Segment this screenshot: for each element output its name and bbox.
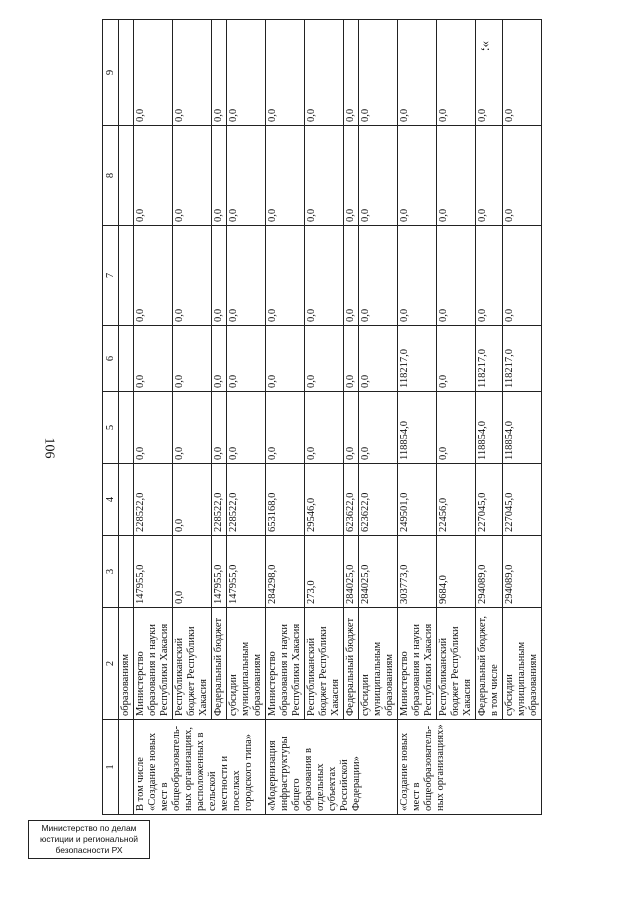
source-cell: Министерство образования и науки Республики Хакасия [134, 608, 173, 720]
value-cell: 0,0 [359, 126, 398, 226]
value-cell: 0,0 [266, 392, 305, 464]
value-cell: 0,0 [344, 126, 359, 226]
value-cell: 0,0 [173, 392, 212, 464]
header-cell: 5 [103, 392, 119, 464]
table-cell [119, 536, 134, 608]
activity-name-cell: В том числе «Создание новых мест в общеобразователь-ных организациях, расположенных в сельской местности и поселках городского типа» [134, 720, 266, 815]
table-row [476, 20, 503, 815]
table-cell [119, 20, 134, 126]
value-cell: 22456,0 [437, 464, 476, 536]
header-cell: 4 [103, 464, 119, 536]
value-cell: 0,0 [344, 226, 359, 326]
source-cell: Республиканский бюджет Республики Хакасия [305, 608, 344, 720]
ministry-stamp [28, 820, 150, 859]
value-cell: 0,0 [437, 392, 476, 464]
page-number: 106 [41, 437, 57, 459]
value-cell: 0,0 [227, 20, 266, 126]
source-cell: Республиканский бюджет Республики Хакасия [173, 608, 212, 720]
value-cell: 0,0 [227, 326, 266, 392]
value-cell: 0,0 [134, 126, 173, 226]
source-cell: субсидии муниципальным образованиям [359, 608, 398, 720]
value-cell: 147955,0 [134, 536, 173, 608]
value-cell: 0,0 [134, 20, 173, 126]
source-cell: Федеральный бюджет [212, 608, 227, 720]
table-row [173, 20, 212, 815]
budget-table-rotated [102, 20, 539, 815]
header-cell: 8 [103, 126, 119, 226]
value-cell: 0,0 [503, 20, 542, 126]
value-cell: 0,0 [476, 126, 503, 226]
table-cell [119, 226, 134, 326]
value-cell: 0,0 [344, 392, 359, 464]
value-cell: 0,0 [398, 126, 437, 226]
value-cell: 227045,0 [476, 464, 503, 536]
source-cell: субсидии муниципальным образованиям [503, 608, 542, 720]
header-cell: 6 [103, 326, 119, 392]
source-cell: Министерство образования и науки Республики Хакасия [398, 608, 437, 720]
stamp-line-3: безопасности РХ [55, 845, 123, 855]
stamp-line-2: юстиции и региональной [39, 834, 139, 844]
value-cell: 0,0 [227, 226, 266, 326]
value-cell: 118217,0 [398, 326, 437, 392]
source-cell: Федеральный бюджет [344, 608, 359, 720]
value-cell: 0,0 [266, 126, 305, 226]
value-cell: 0,0 [266, 226, 305, 326]
source-cell: Министерство образования и науки Республики Хакасия [266, 608, 305, 720]
table-cell [119, 720, 134, 815]
stamp-line-1: Министерство по делам [41, 823, 137, 833]
value-cell: 0,0 [227, 392, 266, 464]
value-cell: 294089,0 [503, 536, 542, 608]
value-cell: 0,0 [476, 20, 503, 126]
table-row [134, 20, 173, 815]
value-cell: 0,0 [212, 226, 227, 326]
value-cell: 0,0 [437, 126, 476, 226]
table-row [212, 20, 227, 815]
table-cell: образованиям [119, 608, 134, 720]
value-cell: 147955,0 [227, 536, 266, 608]
header-cell: 2 [103, 608, 119, 720]
value-cell: 0,0 [398, 226, 437, 326]
value-cell: 284025,0 [359, 536, 398, 608]
table-row [305, 20, 344, 815]
value-cell: 118217,0 [476, 326, 503, 392]
header-cell: 7 [103, 226, 119, 326]
value-cell: 0,0 [359, 326, 398, 392]
table-cell [119, 126, 134, 226]
value-cell: 0,0 [305, 326, 344, 392]
table-row [344, 20, 359, 815]
value-cell: 0,0 [212, 326, 227, 392]
value-cell: 0,0 [266, 326, 305, 392]
value-cell: 294089,0 [476, 536, 503, 608]
value-cell: 0,0 [503, 226, 542, 326]
value-cell: 0,0 [212, 20, 227, 126]
value-cell: 0,0 [173, 226, 212, 326]
header-row [103, 20, 119, 815]
header-cell: 3 [103, 536, 119, 608]
value-cell: 0,0 [359, 20, 398, 126]
value-cell: 0,0 [437, 226, 476, 326]
value-cell: 0,0 [173, 126, 212, 226]
value-cell: 0,0 [134, 326, 173, 392]
value-cell: 0,0 [437, 326, 476, 392]
value-cell: 118217,0 [503, 326, 542, 392]
value-cell: 0,0 [173, 464, 212, 536]
value-cell: 273,0 [305, 536, 344, 608]
value-cell: 623622,0 [344, 464, 359, 536]
value-cell: 118854,0 [398, 392, 437, 464]
value-cell: 303773,0 [398, 536, 437, 608]
value-cell: 0,0 [344, 326, 359, 392]
value-cell: 0,0 [173, 20, 212, 126]
activity-name-cell: «Создание новых мест в общеобразователь-ных организациях» [398, 720, 542, 815]
header-cell: 1 [103, 720, 119, 815]
closing-quote-mark: »; [480, 40, 496, 52]
budget-table [102, 19, 542, 815]
value-cell: 29546,0 [305, 464, 344, 536]
value-cell: 228522,0 [227, 464, 266, 536]
table-row [398, 20, 437, 815]
header-cell: 9 [103, 20, 119, 126]
table-row [227, 20, 266, 815]
value-cell: 0,0 [437, 20, 476, 126]
value-cell: 0,0 [344, 20, 359, 126]
value-cell: 0,0 [173, 536, 212, 608]
table-cell [119, 326, 134, 392]
value-cell: 0,0 [305, 226, 344, 326]
table-cell [119, 392, 134, 464]
table-row [359, 20, 398, 815]
value-cell: 653168,0 [266, 464, 305, 536]
value-cell: 0,0 [227, 126, 266, 226]
table-row [437, 20, 476, 815]
value-cell: 0,0 [398, 20, 437, 126]
value-cell: 0,0 [134, 226, 173, 326]
value-cell: 0,0 [503, 126, 542, 226]
value-cell: 0,0 [173, 326, 212, 392]
value-cell: 118854,0 [476, 392, 503, 464]
activity-name-cell: «Модернизация инфраструктуры общего образования в отдельных субъектах Российской Федерации» [266, 720, 398, 815]
value-cell: 284025,0 [344, 536, 359, 608]
value-cell: 0,0 [134, 392, 173, 464]
value-cell: 0,0 [476, 226, 503, 326]
value-cell: 227045,0 [503, 464, 542, 536]
source-cell: Федеральный бюджет, в том числе [476, 608, 503, 720]
value-cell: 0,0 [305, 126, 344, 226]
table-cell [119, 464, 134, 536]
value-cell: 0,0 [212, 126, 227, 226]
value-cell: 9684,0 [437, 536, 476, 608]
value-cell: 623622,0 [359, 464, 398, 536]
continuation-row [119, 20, 134, 815]
table-row [266, 20, 305, 815]
value-cell: 0,0 [305, 392, 344, 464]
value-cell: 0,0 [266, 20, 305, 126]
value-cell: 0,0 [359, 392, 398, 464]
source-cell: субсидии муниципальным образованиям [227, 608, 266, 720]
value-cell: 228522,0 [212, 464, 227, 536]
source-cell: Республиканский бюджет Республики Хакасия [437, 608, 476, 720]
value-cell: 0,0 [305, 20, 344, 126]
value-cell: 118854,0 [503, 392, 542, 464]
table-row [503, 20, 542, 815]
value-cell: 228522,0 [134, 464, 173, 536]
value-cell: 249501,0 [398, 464, 437, 536]
value-cell: 0,0 [359, 226, 398, 326]
value-cell: 284298,0 [266, 536, 305, 608]
value-cell: 0,0 [212, 392, 227, 464]
value-cell: 147955,0 [212, 536, 227, 608]
